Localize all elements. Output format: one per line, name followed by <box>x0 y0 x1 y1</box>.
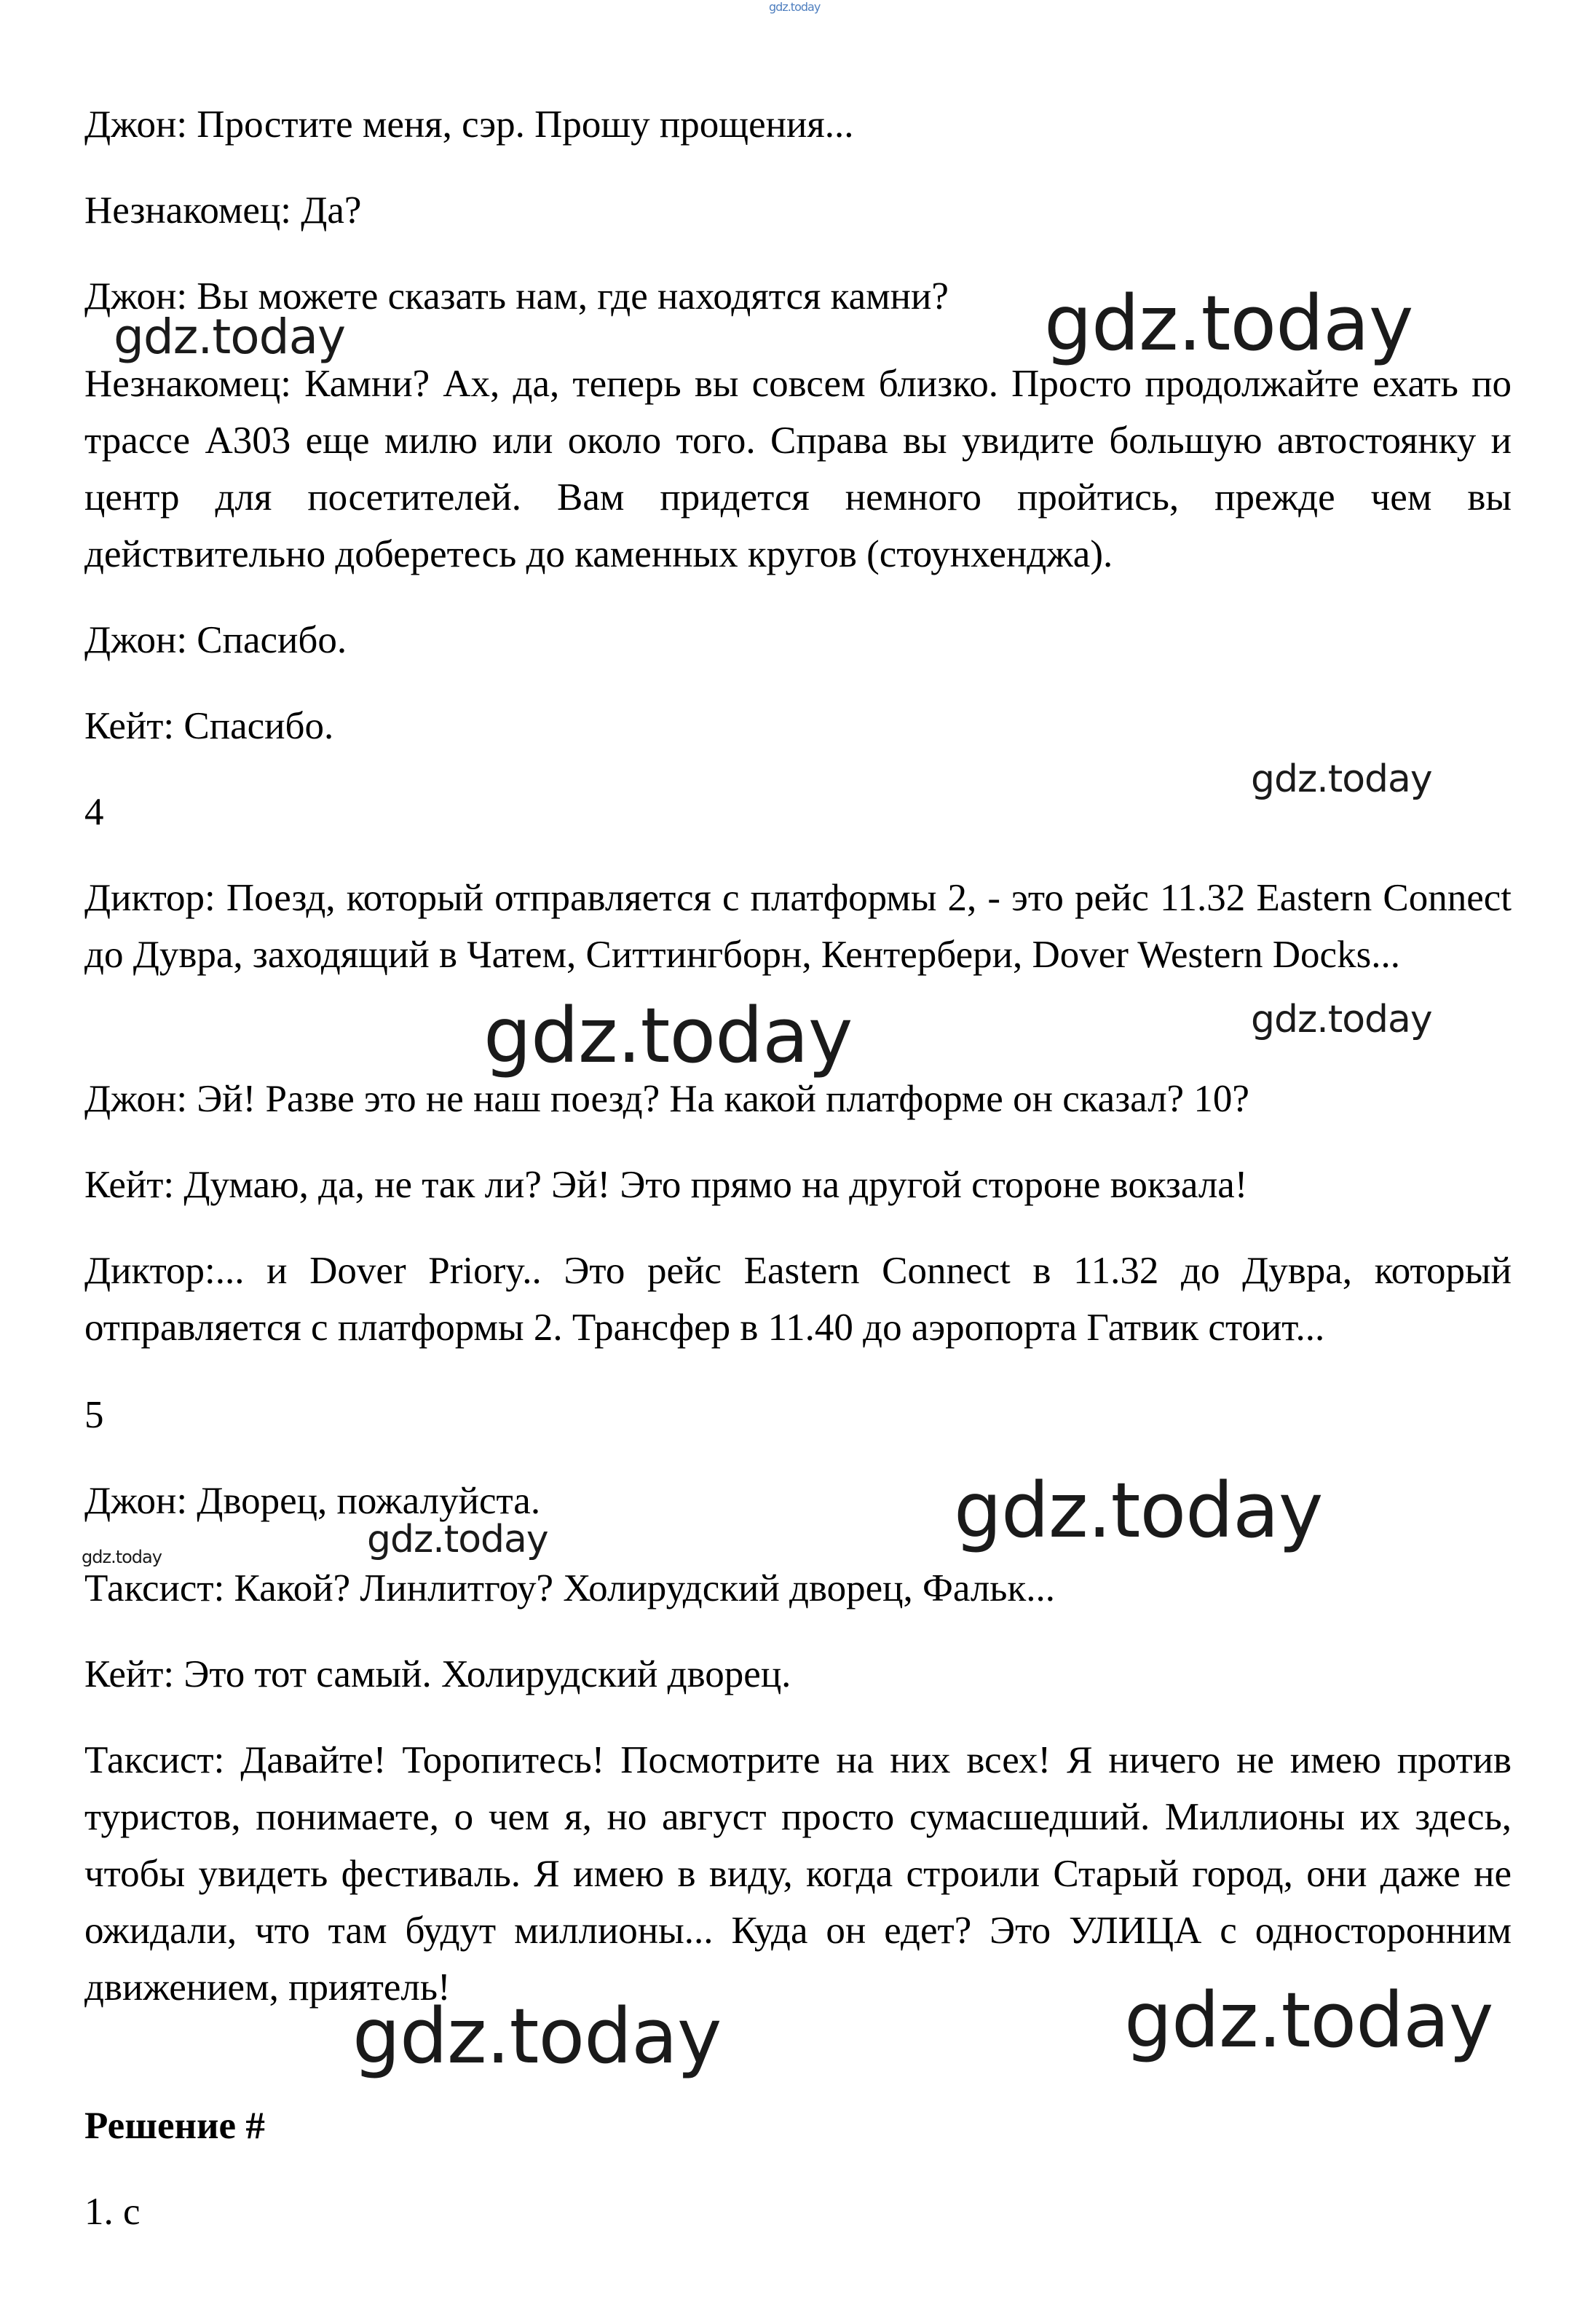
dialogue-line: Джон: Эй! Разве это не наш поезд? На какой платформе он сказал? 10? <box>84 1078 1249 1120</box>
dialogue-line: Джон: Вы можете сказать нам, где находятся камни? <box>84 275 949 318</box>
watermark: gdz.today <box>483 991 853 1080</box>
dialogue-line: Незнакомец: Да? <box>84 189 362 232</box>
dialogue-line: Джон: Спасибо. <box>84 619 347 661</box>
watermark: gdz.today <box>1251 998 1432 1041</box>
dialogue-line: Джон: Дворец, пожалуйста. <box>84 1480 541 1522</box>
dialogue-line: Джон: Простите меня, сэр. Прошу прощения... <box>84 103 854 146</box>
section-number: 4 <box>84 791 104 833</box>
watermark: gdz.today <box>1124 1976 1493 2065</box>
watermark-top: gdz.today <box>769 0 821 14</box>
dialogue-paragraph: Незнакомец: Камни? Ах, да, теперь вы совсем близко. Просто продолжайте ехать по трассе А303 еще милю или около того. Справа вы увидите большую автостоянку и центр для посетителей. Вам придется немного пройтись, прежде чем вы действительно доберетесь до каменных кругов (стоунхенджа). <box>84 363 1512 575</box>
watermark: gdz.today <box>954 1466 1323 1555</box>
watermark: gdz.today <box>1044 279 1413 368</box>
watermark: gdz.today <box>352 1992 722 2081</box>
dialogue-paragraph: Таксист: Давайте! Торопитесь! Посмотрите на них всех! Я ничего не имею против туристов, понимаете, о чем я, но август просто сумасшедший. Миллионы их здесь, чтобы увидеть фестиваль. Я имею в виду, когда строили Старый город, они даже не ожидали, что там будут миллионы... Куда он едет? Это УЛИЦА с односторонним движением, приятель! <box>84 1739 1512 2009</box>
dialogue-line: Кейт: Спасибо. <box>84 705 334 747</box>
dialogue-paragraph: Диктор: Поезд, который отправляется с платформы 2, - это рейс 11.32 Eastern Connect до Дувра, заходящий в Чатем, Ситтингборн, Кентербери, Dover Western Docks... <box>84 877 1512 976</box>
answer-line: 1. c <box>84 2191 141 2233</box>
dialogue-line: Кейт: Думаю, да, не так ли? Эй! Это прямо на другой стороне вокзала! <box>84 1164 1248 1206</box>
dialogue-line: Кейт: Это тот самый. Холирудский дворец. <box>84 1653 791 1695</box>
watermark: gdz.today <box>82 1547 162 1567</box>
watermark: gdz.today <box>114 309 346 365</box>
dialogue-paragraph: Диктор:... и Dover Priory.. Это рейс Eastern Connect в 11.32 до Дувра, который отправляется с платформы 2. Трансфер в 11.40 до аэропорта Гатвик стоит... <box>84 1250 1512 1349</box>
dialogue-line: Таксист: Какой? Линлитгоу? Холирудский дворец, Фальк... <box>84 1567 1055 1609</box>
section-number: 5 <box>84 1394 104 1436</box>
solution-heading: Решение # <box>84 2105 265 2147</box>
watermark: gdz.today <box>367 1518 548 1561</box>
watermark: gdz.today <box>1251 757 1432 801</box>
